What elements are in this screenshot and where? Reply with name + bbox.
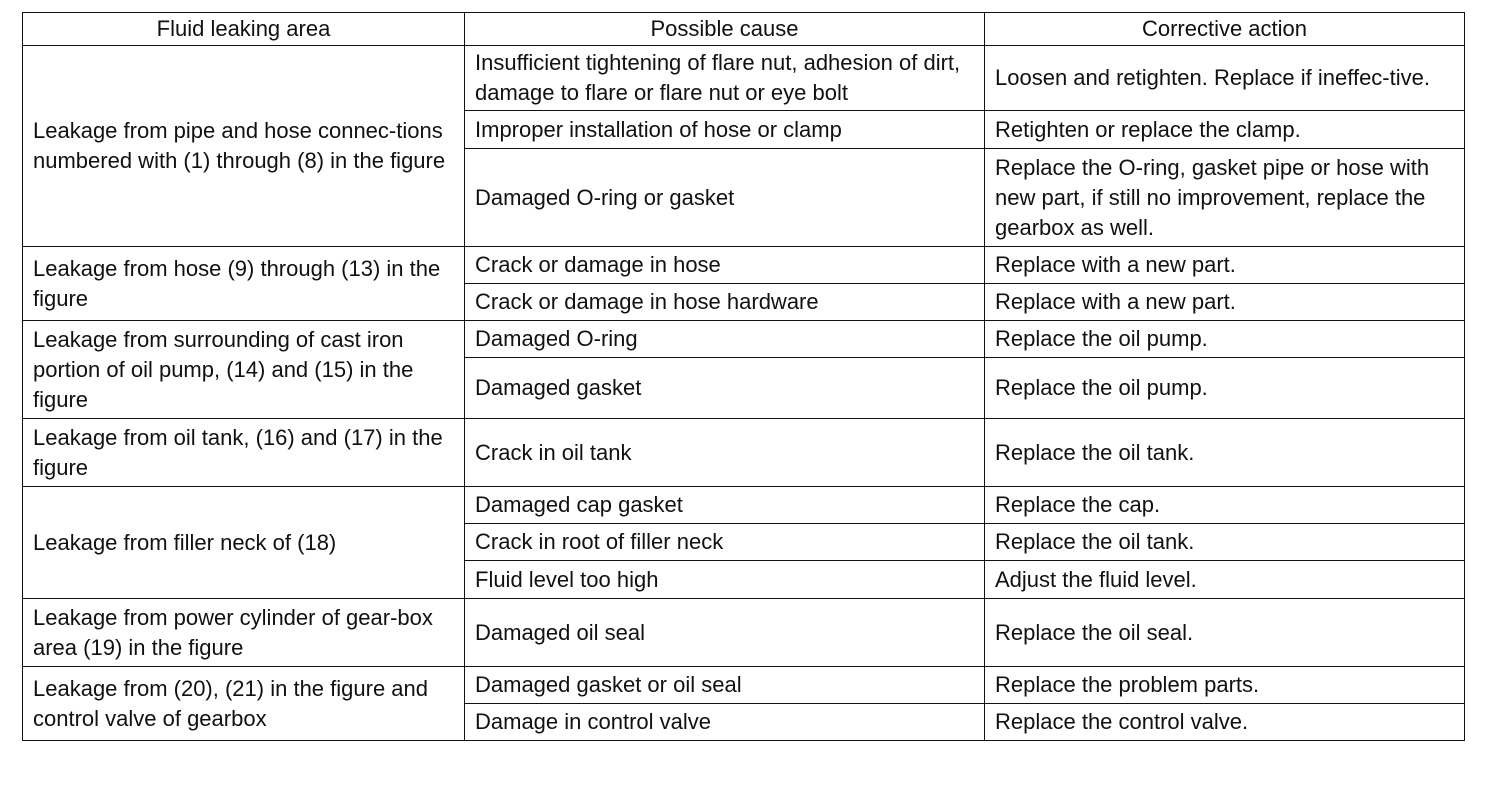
- cause-cell: Crack or damage in hose hardware: [465, 284, 985, 321]
- action-cell: Replace the control valve.: [985, 704, 1465, 741]
- action-cell: Replace the oil seal.: [985, 599, 1465, 667]
- table-row: [23, 46, 1465, 111]
- cause-cell: Damage in control valve: [465, 704, 985, 741]
- cause-cell: Damaged O-ring: [465, 321, 985, 358]
- leak-area-cell: Leakage from pipe and hose connec-tions numbered with (1) through (8) in the figure: [23, 46, 465, 247]
- cause-cell: Improper installation of hose or clamp: [465, 111, 985, 149]
- cause-cell: Damaged gasket or oil seal: [465, 667, 985, 704]
- action-cell: Replace the oil tank.: [985, 524, 1465, 561]
- table-row: [23, 247, 1465, 284]
- action-cell: Replace with a new part.: [985, 247, 1465, 284]
- action-cell: Replace the problem parts.: [985, 667, 1465, 704]
- header-row: [23, 13, 1465, 46]
- table-row: [23, 419, 1465, 487]
- table-row: [23, 599, 1465, 667]
- action-cell: Replace the oil pump.: [985, 321, 1465, 358]
- fluid-leak-table: [22, 12, 1465, 741]
- leak-area-cell: Leakage from hose (9) through (13) in the figure: [23, 247, 465, 321]
- cause-cell: Fluid level too high: [465, 561, 985, 599]
- cause-cell: Crack in root of filler neck: [465, 524, 985, 561]
- cause-cell: Damaged oil seal: [465, 599, 985, 667]
- table-row: [23, 321, 1465, 358]
- action-cell: Adjust the fluid level.: [985, 561, 1465, 599]
- action-cell: Retighten or replace the clamp.: [985, 111, 1465, 149]
- action-cell: Replace the cap.: [985, 487, 1465, 524]
- cause-cell: Damaged O-ring or gasket: [465, 149, 985, 247]
- action-cell: Replace the oil pump.: [985, 358, 1465, 419]
- header-fluid-leaking-area: Fluid leaking area: [23, 13, 465, 46]
- leak-area-cell: Leakage from surrounding of cast iron portion of oil pump, (14) and (15) in the figure: [23, 321, 465, 419]
- header-corrective-action: Corrective action: [985, 13, 1465, 46]
- header-possible-cause: Possible cause: [465, 13, 985, 46]
- cause-cell: Crack or damage in hose: [465, 247, 985, 284]
- action-cell: Replace the O-ring, gasket pipe or hose with new part, if still no improvement, replace the gearbox as well.: [985, 149, 1465, 247]
- leak-area-cell: Leakage from power cylinder of gear-box area (19) in the figure: [23, 599, 465, 667]
- cause-cell: Damaged cap gasket: [465, 487, 985, 524]
- leak-area-cell: Leakage from oil tank, (16) and (17) in the figure: [23, 419, 465, 487]
- leak-area-cell: Leakage from filler neck of (18): [23, 487, 465, 599]
- action-cell: Replace the oil tank.: [985, 419, 1465, 487]
- table-row: [23, 667, 1465, 704]
- cause-cell: Crack in oil tank: [465, 419, 985, 487]
- leak-area-cell: Leakage from (20), (21) in the figure and control valve of gearbox: [23, 667, 465, 741]
- cause-cell: Insufficient tightening of flare nut, adhesion of dirt, damage to flare or flare nut or eye bolt: [465, 46, 985, 111]
- action-cell: Replace with a new part.: [985, 284, 1465, 321]
- action-cell: Loosen and retighten. Replace if ineffec-tive.: [985, 46, 1465, 111]
- table-row: [23, 487, 1465, 524]
- cause-cell: Damaged gasket: [465, 358, 985, 419]
